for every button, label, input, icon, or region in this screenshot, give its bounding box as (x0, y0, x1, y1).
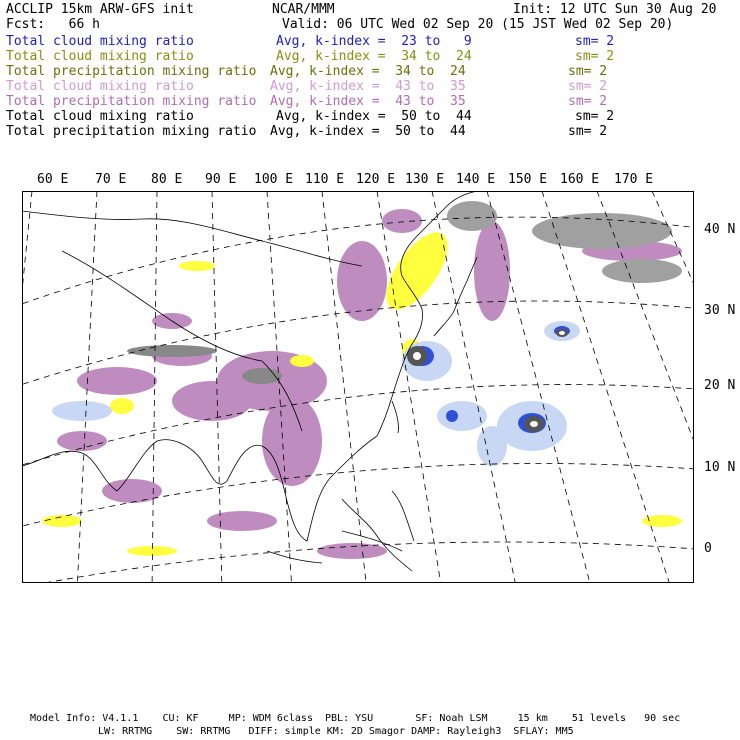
field-name: Total precipitation mixing ratio (6, 64, 257, 79)
field-name: Total precipitation mixing ratio (6, 124, 257, 139)
longitude-label: 140 E (456, 172, 496, 187)
field-range: Avg, k-index = 50 to 44 (276, 109, 472, 124)
longitude-label: 70 E (95, 172, 127, 187)
longitude-label: 170 E (614, 172, 654, 187)
field-smoothing: sm= 2 (575, 34, 615, 49)
latitude-label: 10 N (704, 460, 736, 475)
field-range: Avg, k-index = 43 to 35 (270, 79, 466, 94)
longitude-label: 160 E (560, 172, 600, 187)
field-smoothing: sm= 2 (568, 94, 608, 109)
field-range: Avg, k-index = 23 to 9 (276, 34, 472, 49)
field-smoothing: sm= 2 (568, 64, 608, 79)
init-time: Init: 12 UTC Sun 30 Aug 20 (513, 2, 717, 17)
field-name: Total cloud mixing ratio (6, 109, 194, 124)
field-range: Avg, k-index = 34 to 24 (276, 49, 472, 64)
longitude-label: 90 E (205, 172, 237, 187)
longitude-label: 60 E (37, 172, 69, 187)
field-smoothing: sm= 2 (575, 109, 615, 124)
longitude-label: 120 E (356, 172, 396, 187)
model-title: ACCLIP 15km ARW-GFS init (6, 2, 194, 17)
latitude-label: 40 N (704, 222, 736, 237)
field-smoothing: sm= 2 (568, 79, 608, 94)
field-name: Total precipitation mixing ratio (6, 94, 257, 109)
longitude-label: 80 E (151, 172, 183, 187)
longitude-label: 150 E (508, 172, 548, 187)
model-info-line2: LW: RRTMG SW: RRTMG DIFF: simple KM: 2D Smagor DAMP: Rayleigh3 SFLAY: MM5 (98, 726, 574, 737)
latitude-label: 30 N (704, 303, 736, 318)
weather-map (22, 191, 694, 583)
longitude-label: 130 E (405, 172, 445, 187)
field-smoothing: sm= 2 (575, 49, 615, 64)
latitude-label: 0 (704, 541, 712, 556)
field-name: Total cloud mixing ratio (6, 79, 194, 94)
field-range: Avg, k-index = 43 to 35 (270, 94, 466, 109)
field-range: Avg, k-index = 50 to 44 (270, 124, 466, 139)
center-title: NCAR/MMM (272, 2, 335, 17)
longitude-label: 100 E (254, 172, 294, 187)
field-name: Total cloud mixing ratio (6, 34, 194, 49)
field-range: Avg, k-index = 34 to 24 (270, 64, 466, 79)
forecast-hour: Fcst: 66 h (6, 17, 100, 32)
longitude-label: 110 E (305, 172, 345, 187)
valid-time: Valid: 06 UTC Wed 02 Sep 20 (15 JST Wed 02 Sep 20) (282, 17, 674, 32)
field-name: Total cloud mixing ratio (6, 49, 194, 64)
model-info-line1: Model Info: V4.1.1 CU: KF MP: WDM 6class PBL: YSU SF: Noah LSM 15 km 51 levels 90 sec (30, 713, 681, 724)
latitude-label: 20 N (704, 378, 736, 393)
field-smoothing: sm= 2 (568, 124, 608, 139)
